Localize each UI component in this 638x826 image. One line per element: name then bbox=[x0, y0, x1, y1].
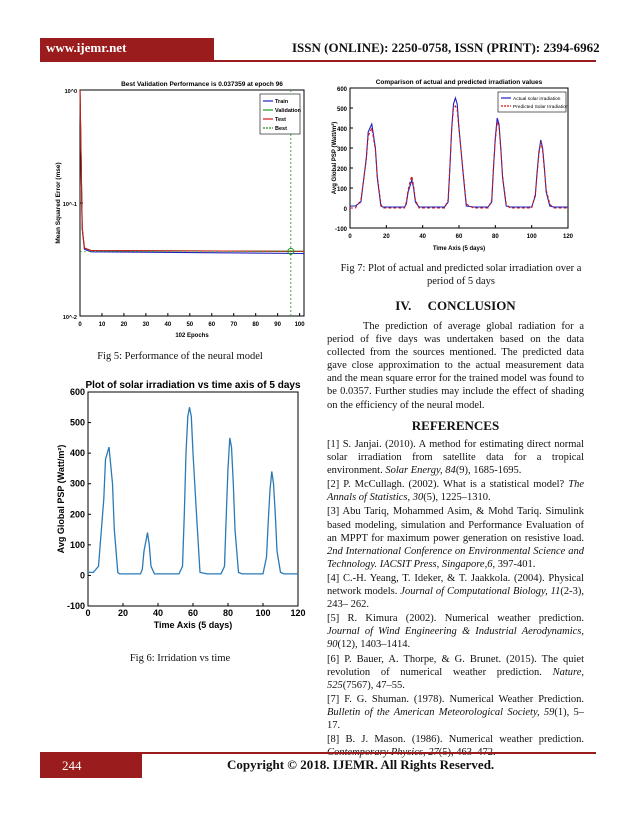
x-tick-label: 0 bbox=[78, 322, 82, 328]
reference-pages: (2-3), 243– 262. bbox=[327, 586, 584, 611]
y-tick-label: 10^-1 bbox=[62, 202, 77, 208]
y-tick-label: 0 bbox=[343, 207, 347, 213]
reference-text: [1] S. Janjai. (2010). A method for estimating direct normal solar irradiation from satellite data for a tropical environment. bbox=[327, 439, 584, 477]
reference-source: Bulletin of the American Meteorological Society, 59 bbox=[327, 706, 555, 718]
y-tick-label: 500 bbox=[336, 107, 347, 113]
reference-source: Journal of Wind Engineering & Industrial Aerodynamics, 90 bbox=[327, 626, 584, 651]
y-tick-label: -100 bbox=[66, 601, 85, 611]
references-heading: REFERENCES bbox=[411, 418, 500, 433]
copyright-text: Copyright © 2018. IJEMR. All Rights Reserved. bbox=[227, 757, 495, 772]
x-tick-label: 60 bbox=[187, 608, 199, 618]
header-rule bbox=[40, 60, 596, 62]
y-tick-label: 300 bbox=[336, 147, 347, 153]
y-tick-label: 200 bbox=[69, 509, 85, 520]
reference-source: 2nd International Conference on Environmental Science and Technology. IACSIT Press, Singapore,6 bbox=[327, 545, 584, 570]
y-tick-label: 600 bbox=[336, 87, 347, 93]
legend-label: Test bbox=[275, 117, 286, 123]
x-tick-label: 50 bbox=[186, 322, 194, 328]
reference-source: Journal of Computational Biology, 11 bbox=[400, 586, 561, 598]
fig5-performance-chart bbox=[52, 76, 312, 340]
y-tick-label: 100 bbox=[69, 539, 85, 550]
x-axis-label: Time Axis (5 days) bbox=[432, 246, 486, 252]
x-tick-label: 70 bbox=[230, 322, 238, 328]
reference-pages: (9), 1685-1695. bbox=[455, 465, 522, 477]
x-tick-label: 40 bbox=[419, 234, 427, 240]
reference-text: [3] Abu Tariq, Mohammed Asim, & Mohd Tariq. Simulink based modeling, simulation and Performance Evaluation of an MPPT for maximum power generation on resistive load. bbox=[327, 506, 584, 544]
reference-text: [2] P. McCullagh. (2002). What is a statistical model? bbox=[327, 479, 569, 491]
page-number: 244 bbox=[62, 758, 82, 773]
reference-item bbox=[327, 478, 584, 504]
y-tick-label: 100 bbox=[336, 187, 347, 193]
reference-text: [8] B. J. Mason. (1986). Numerical weather prediction. bbox=[327, 734, 584, 746]
reference-text: [6] P. Bauer, A. Thorpe, & G. Brunet. (2015). The quiet revolution of numerical weather prediction. bbox=[327, 653, 584, 678]
x-axis-label: Time Axis (5 days) bbox=[153, 620, 233, 630]
y-axis-label: Avg Global PSP (Watt/m²) bbox=[332, 121, 338, 195]
reference-text: [5] R. Kimura (2002). Numerical weather prediction. bbox=[327, 613, 584, 625]
reference-source: Solar Energy, 84 bbox=[385, 465, 456, 477]
reference-text: [7] F. G. Shuman. (1978). Numerical Weather Prediction. bbox=[327, 693, 584, 705]
fig6-caption: Fig 6: Irridation vs time bbox=[129, 653, 231, 664]
reference-source: The Annals of Statistics, 30 bbox=[327, 479, 584, 504]
x-tick-label: 0 bbox=[348, 234, 352, 240]
y-tick-label: 500 bbox=[69, 417, 85, 428]
chart-title: Plot of solar irradiation vs time axis of 5 days bbox=[85, 380, 301, 391]
y-tick-label: -100 bbox=[334, 227, 347, 233]
x-tick-label: 20 bbox=[382, 234, 390, 240]
x-tick-label: 30 bbox=[142, 322, 150, 328]
y-tick-label: 200 bbox=[336, 167, 347, 173]
legend-label: Train bbox=[275, 99, 289, 105]
legend-label-actual: Actual solar irradiation bbox=[513, 97, 561, 102]
y-tick-label: 300 bbox=[69, 478, 85, 489]
fig7-comparison-chart bbox=[328, 76, 578, 254]
x-tick-label: 90 bbox=[274, 322, 281, 328]
x-tick-label: 120 bbox=[290, 608, 306, 618]
reference-pages: (1), 5–17. bbox=[327, 706, 584, 731]
fig5-caption: Fig 5: Performance of the neural model bbox=[97, 351, 263, 362]
reference-item bbox=[327, 438, 584, 477]
footer-band bbox=[40, 754, 142, 778]
conclusion-heading: IV. CONCLUSION bbox=[395, 298, 516, 313]
y-tick-label: 600 bbox=[69, 387, 85, 397]
conclusion-text: The prediction of average global radiation for a period of five days was undertaken based on the data collected from the sources mentioned. The predicted data gave close approximation to the actual measurement data and the mean square error for the trained model was found to be 0.0357. Further studies may include the effect of shading on the efficiency of the neural model. bbox=[327, 321, 584, 411]
legend-label: Validation bbox=[275, 108, 301, 114]
reference-item bbox=[327, 733, 584, 759]
x-tick-label: 60 bbox=[455, 234, 463, 240]
fig7-caption: Fig 7: Plot of actual and predicted solar irradiation over a period of 5 days bbox=[340, 263, 582, 287]
x-tick-label: 80 bbox=[252, 322, 260, 328]
reference-item bbox=[327, 693, 584, 732]
reference-pages: , 397-401. bbox=[492, 558, 536, 570]
x-tick-label: 10 bbox=[98, 322, 106, 328]
x-tick-label: 20 bbox=[120, 322, 128, 328]
reference-pages: (7567), 47–55. bbox=[342, 679, 405, 691]
references-list bbox=[327, 438, 584, 760]
x-tick-label: 100 bbox=[294, 322, 305, 328]
fig6-irradiation-chart bbox=[52, 378, 314, 642]
reference-text: [4] C.-H. Yeang, T. Ideker, & T. Jaakkola. (2004). Physical network models. bbox=[327, 572, 584, 598]
legend-label-predicted: Predicted Solar Irradiation bbox=[513, 105, 569, 110]
reference-pages: (12), 1403–1414. bbox=[337, 639, 411, 651]
x-axis-label: 102 Epochs bbox=[175, 333, 209, 339]
x-tick-label: 80 bbox=[222, 608, 234, 618]
x-tick-label: 40 bbox=[164, 322, 172, 328]
x-tick-label: 60 bbox=[208, 322, 216, 328]
journal-website[interactable]: www.ijemr.net bbox=[46, 40, 127, 55]
x-tick-label: 100 bbox=[526, 234, 537, 240]
legend-label: Best bbox=[275, 126, 287, 132]
reference-item bbox=[327, 612, 584, 651]
x-tick-label: 20 bbox=[117, 608, 129, 618]
chart-title: Comparison of actual and predicted irradiation values bbox=[375, 79, 543, 86]
reference-pages: (5), 1225–1310. bbox=[423, 492, 491, 504]
x-tick-label: 40 bbox=[152, 608, 164, 618]
x-tick-label: 120 bbox=[562, 234, 574, 240]
y-tick-label: 0 bbox=[79, 570, 85, 581]
y-tick-label: 400 bbox=[336, 127, 347, 133]
reference-item bbox=[327, 572, 584, 611]
y-axis-label: Avg Global PSP (Watt/m²) bbox=[56, 444, 66, 554]
reference-item bbox=[327, 653, 584, 692]
y-tick-label: 10^0 bbox=[64, 89, 77, 95]
y-tick-label: 400 bbox=[69, 448, 85, 459]
y-tick-label: 10^-2 bbox=[62, 315, 77, 321]
issn-text: ISSN (ONLINE): 2250-0758, ISSN (PRINT): 2394-6962 bbox=[292, 40, 600, 55]
x-tick-label: 0 bbox=[85, 608, 91, 618]
chart-title: Best Validation Performance is 0.037359 at epoch 96 bbox=[121, 81, 283, 88]
x-tick-label: 80 bbox=[491, 234, 499, 240]
x-tick-label: 100 bbox=[255, 608, 271, 618]
reference-source: Nature, 525 bbox=[327, 666, 584, 691]
reference-item bbox=[327, 505, 584, 570]
y-axis-label: Mean Squared Error (mse) bbox=[55, 162, 62, 244]
